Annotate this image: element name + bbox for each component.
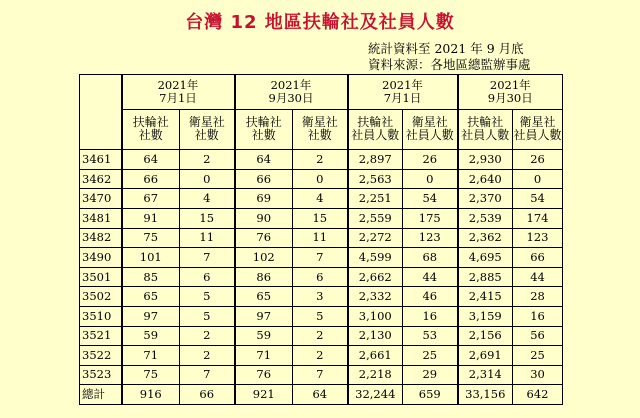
- value-cell: 921: [235, 385, 293, 405]
- value-cell: 6: [180, 267, 235, 287]
- value-cell: 25: [403, 346, 458, 366]
- district-cell: 3461: [80, 150, 122, 170]
- value-cell: 53: [403, 326, 458, 346]
- column-header-line2: 社數: [138, 128, 163, 143]
- district-cell: 3522: [80, 346, 122, 366]
- value-cell: 66: [513, 248, 563, 268]
- column-header-line2: 社數: [307, 128, 332, 143]
- value-cell: 26: [403, 150, 458, 170]
- district-cell: 3523: [80, 365, 122, 385]
- value-cell: 4,695: [458, 248, 513, 268]
- statistics-table: [79, 74, 563, 405]
- value-cell: 2,662: [348, 267, 403, 287]
- district-cell: 3470: [80, 189, 122, 209]
- value-cell: 2,370: [458, 189, 513, 209]
- value-cell: 59: [122, 326, 180, 346]
- date-year: 2021年: [489, 77, 531, 92]
- value-cell: 16: [403, 306, 458, 326]
- table-row: [80, 365, 563, 385]
- value-cell: 2: [293, 346, 348, 366]
- value-cell: 7: [180, 248, 235, 268]
- date-year: 2021年: [270, 77, 312, 92]
- value-cell: 56: [513, 326, 563, 346]
- value-cell: 7: [293, 248, 348, 268]
- value-cell: 11: [180, 228, 235, 248]
- value-cell: 2: [293, 326, 348, 346]
- value-cell: 2,251: [348, 189, 403, 209]
- date-header: [122, 75, 235, 110]
- value-cell: 0: [513, 169, 563, 189]
- value-cell: 0: [293, 169, 348, 189]
- value-cell: 69: [235, 189, 293, 209]
- value-cell: 71: [235, 346, 293, 366]
- district-cell: 3462: [80, 169, 122, 189]
- date-year: 2021年: [382, 77, 423, 92]
- value-cell: 659: [403, 385, 458, 405]
- table-row: [80, 326, 563, 346]
- value-cell: 2,156: [458, 326, 513, 346]
- table-row: [80, 306, 563, 326]
- value-cell: 4: [293, 189, 348, 209]
- total-row: [80, 385, 563, 405]
- column-header-line1: 衛星社: [301, 115, 338, 130]
- data-source-note: 資料來源：各地區總監辦事處: [368, 57, 531, 72]
- value-cell: 46: [403, 287, 458, 307]
- value-cell: 2,130: [348, 326, 403, 346]
- value-cell: 64: [235, 150, 293, 170]
- district-cell: 3521: [80, 326, 122, 346]
- page-title: 台灣 12 地區扶輪社及社員人數: [185, 12, 455, 33]
- district-cell: 3510: [80, 306, 122, 326]
- value-cell: 66: [122, 169, 180, 189]
- value-cell: 2,539: [458, 208, 513, 228]
- value-cell: 2,691: [458, 346, 513, 366]
- value-cell: 32,244: [348, 385, 403, 405]
- value-cell: 174: [513, 208, 563, 228]
- date-year: 2021年: [157, 77, 199, 92]
- column-header: [513, 109, 563, 150]
- column-header-line1: 扶輪社: [467, 115, 504, 130]
- date-day: 9月30日: [268, 90, 314, 105]
- value-cell: 2: [293, 150, 348, 170]
- value-cell: 2,885: [458, 267, 513, 287]
- value-cell: 5: [180, 306, 235, 326]
- column-header-line2: 社數: [251, 128, 276, 143]
- value-cell: 97: [235, 306, 293, 326]
- value-cell: 97: [122, 306, 180, 326]
- column-header: [403, 109, 458, 150]
- value-cell: 642: [513, 385, 563, 405]
- column-header-line2: 社員人數: [405, 128, 454, 143]
- value-cell: 75: [122, 228, 180, 248]
- value-cell: 26: [513, 150, 563, 170]
- column-header-line2: 社員人數: [461, 128, 510, 143]
- value-cell: 64: [122, 150, 180, 170]
- value-cell: 2: [180, 346, 235, 366]
- date-day: 7月1日: [159, 90, 197, 105]
- value-cell: 916: [122, 385, 180, 405]
- value-cell: 5: [293, 306, 348, 326]
- value-cell: 54: [513, 189, 563, 209]
- date-header: [458, 75, 563, 110]
- value-cell: 90: [235, 208, 293, 228]
- value-cell: 2,897: [348, 150, 403, 170]
- table-row: [80, 150, 563, 170]
- corner-cell: [80, 75, 122, 150]
- value-cell: 75: [122, 365, 180, 385]
- value-cell: 2,640: [458, 169, 513, 189]
- date-header-row: [80, 75, 563, 110]
- column-header: [293, 109, 348, 150]
- column-header-line1: 衛星社: [188, 115, 225, 130]
- value-cell: 0: [180, 169, 235, 189]
- value-cell: 0: [403, 169, 458, 189]
- value-cell: 65: [235, 287, 293, 307]
- value-cell: 2,332: [348, 287, 403, 307]
- table-row: [80, 189, 563, 209]
- value-cell: 123: [403, 228, 458, 248]
- value-cell: 25: [513, 346, 563, 366]
- value-cell: 6: [293, 267, 348, 287]
- value-cell: 5: [180, 287, 235, 307]
- district-cell: 3490: [80, 248, 122, 268]
- value-cell: 68: [403, 248, 458, 268]
- value-cell: 7: [293, 365, 348, 385]
- value-cell: 3: [293, 287, 348, 307]
- value-cell: 44: [403, 267, 458, 287]
- value-cell: 76: [235, 365, 293, 385]
- table-row: [80, 267, 563, 287]
- value-cell: 2,415: [458, 287, 513, 307]
- column-header-line1: 扶輪社: [245, 115, 282, 130]
- value-cell: 2,661: [348, 346, 403, 366]
- column-header: [235, 109, 293, 150]
- value-cell: 65: [122, 287, 180, 307]
- date-day: 7月1日: [383, 90, 422, 105]
- value-cell: 15: [180, 208, 235, 228]
- date-header: [235, 75, 348, 110]
- district-cell: 3501: [80, 267, 122, 287]
- value-cell: 91: [122, 208, 180, 228]
- value-cell: 67: [122, 189, 180, 209]
- value-cell: 85: [122, 267, 180, 287]
- table-row: [80, 169, 563, 189]
- table-row: [80, 208, 563, 228]
- table-row: [80, 346, 563, 366]
- column-header-line1: 衛星社: [519, 115, 556, 130]
- date-header: [348, 75, 458, 110]
- column-header-line2: 社員人數: [351, 128, 400, 143]
- value-cell: 15: [293, 208, 348, 228]
- value-cell: 101: [122, 248, 180, 268]
- district-cell: 3481: [80, 208, 122, 228]
- value-cell: 29: [403, 365, 458, 385]
- value-cell: 86: [235, 267, 293, 287]
- column-header: [458, 109, 513, 150]
- value-cell: 102: [235, 248, 293, 268]
- value-cell: 2,559: [348, 208, 403, 228]
- district-cell: 3502: [80, 287, 122, 307]
- value-cell: 66: [180, 385, 235, 405]
- value-cell: 59: [235, 326, 293, 346]
- district-cell: 總計: [80, 385, 122, 405]
- value-cell: 30: [513, 365, 563, 385]
- value-cell: 175: [403, 208, 458, 228]
- district-cell: 3482: [80, 228, 122, 248]
- value-cell: 4,599: [348, 248, 403, 268]
- value-cell: 71: [122, 346, 180, 366]
- value-cell: 2: [180, 326, 235, 346]
- value-cell: 2,362: [458, 228, 513, 248]
- value-cell: 2,314: [458, 365, 513, 385]
- value-cell: 54: [403, 189, 458, 209]
- column-header-line2: 社員人數: [513, 128, 562, 143]
- value-cell: 2: [180, 150, 235, 170]
- value-cell: 2,218: [348, 365, 403, 385]
- value-cell: 16: [513, 306, 563, 326]
- value-cell: 3,159: [458, 306, 513, 326]
- date-day: 9月30日: [487, 90, 533, 105]
- value-cell: 2,272: [348, 228, 403, 248]
- value-cell: 7: [180, 365, 235, 385]
- value-cell: 2,930: [458, 150, 513, 170]
- column-header-line1: 衛星社: [411, 115, 448, 130]
- value-cell: 33,156: [458, 385, 513, 405]
- column-header-line1: 扶輪社: [357, 115, 394, 130]
- column-header: [348, 109, 403, 150]
- value-cell: 4: [180, 189, 235, 209]
- value-cell: 11: [293, 228, 348, 248]
- column-header: [122, 109, 180, 150]
- column-header-line1: 扶輪社: [132, 115, 169, 130]
- value-cell: 66: [235, 169, 293, 189]
- value-cell: 76: [235, 228, 293, 248]
- value-cell: 123: [513, 228, 563, 248]
- table-row: [80, 248, 563, 268]
- column-header-line2: 社數: [194, 128, 219, 143]
- value-cell: 44: [513, 267, 563, 287]
- value-cell: 2,563: [348, 169, 403, 189]
- value-cell: 28: [513, 287, 563, 307]
- column-header: [180, 109, 235, 150]
- data-basis-note: 統計資料至 2021 年 9 月底: [368, 41, 524, 56]
- value-cell: 64: [293, 385, 348, 405]
- column-header-row: [80, 109, 563, 150]
- table-row: [80, 287, 563, 307]
- value-cell: 3,100: [348, 306, 403, 326]
- table-row: [80, 228, 563, 248]
